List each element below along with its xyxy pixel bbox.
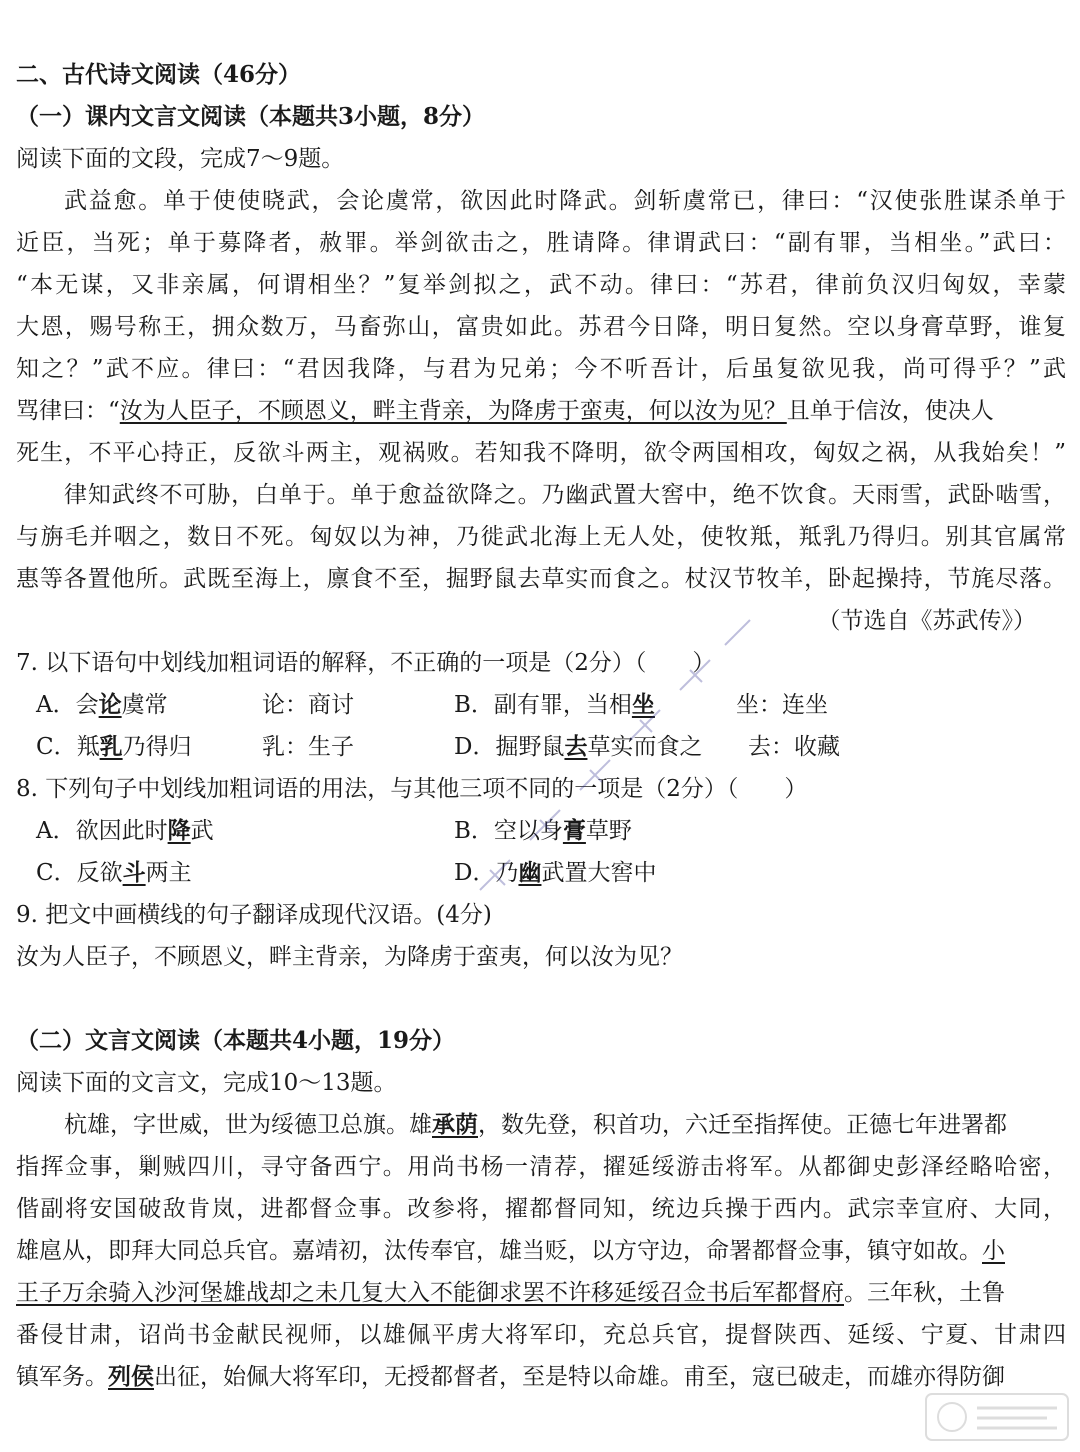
underlined-sentence: 王子万余骑入沙河堡雄战却之未几复大入不能御求罢不许移延绥召佥书后军都督府 [16, 1280, 844, 1306]
underlined-sentence: 小 [982, 1238, 1005, 1264]
q7-option-a[interactable] [36, 684, 168, 726]
option-text: 虞常 [121, 692, 168, 718]
option-text: B．副有罪，当相 [454, 692, 632, 718]
passage2-line [16, 1230, 1066, 1272]
q7-option-d[interactable] [454, 726, 702, 768]
q8-option-a[interactable] [36, 810, 214, 852]
passage-text: 且单于信汝，使决人 [786, 398, 994, 424]
option-text: 两主 [145, 860, 192, 886]
option-text: D．乃 [454, 860, 519, 886]
corner-logo-graphic [922, 1388, 1072, 1446]
option-keyword: 降 [167, 817, 191, 844]
passage-text: 出征，始佩大将军印，无授都督者，至是特以命雄。甫至，寇已破走，而雄亦得防御 [154, 1364, 1005, 1390]
option-keyword: 坐 [631, 691, 655, 718]
option-keyword: 斗 [122, 859, 146, 886]
part2-instruction: 阅读下面的文言文，完成10～13题。 [16, 1070, 397, 1096]
passage-keyword: 列侯 [108, 1363, 154, 1390]
passage-text: 骂律曰：“ [16, 398, 120, 424]
q7-option-b[interactable] [454, 684, 655, 726]
option-text: C．羝 [36, 734, 100, 760]
question-9-stem: 9. 把文中画横线的句子翻译成现代汉语。(4分) [16, 902, 492, 928]
q7-option-a-explanation: 论：商讨 [262, 692, 354, 718]
passage1-line [16, 390, 1066, 432]
passage1-line: 与旃毛并咽之，数日不死。匈奴以为神，乃徙武北海上无人处，使牧羝，羝乳乃得归。别其官属常 [16, 524, 1066, 550]
passage-text: ，数先登，积首功，六迁至指挥使。正德七年进署都 [478, 1112, 1007, 1138]
passage1-line: 死生，不平心持正，反欲斗两主，观祸败。若知我不降明，欲令两国相攻，匈奴之祸，从我始矣！” [16, 440, 1066, 466]
passage1-line: 知之？”武不应。律曰：“君因我降，与君为兄弟；今不听吾计，后虽复欲见我，尚可得乎？”武 [16, 356, 1066, 382]
option-text: 武置大窖中 [541, 860, 657, 886]
passage-keyword: 承荫 [432, 1111, 478, 1138]
question-7-stem: 7. 以下语句中划线加粗词语的解释，不正确的一项是（2分）（ ） [16, 650, 716, 676]
passage1-line: 惠等各置他所。武既至海上，廪食不至，掘野鼠去草实而食之。杖汉节牧羊，卧起操持，节旄尽落。 [16, 566, 1066, 592]
passage-text: 镇军务。 [16, 1364, 108, 1390]
q7-option-c-explanation: 乳：生子 [262, 734, 354, 760]
q8-option-d[interactable] [454, 852, 656, 894]
part1-title: （一）课内文言文阅读（本题共3小题，8分） [16, 103, 486, 130]
question-8-stem: 8. 下列句子中划线加粗词语的用法，与其他三项不同的一项是（2分）（ ） [16, 776, 808, 802]
passage1-line: 近臣，当死；单于募降者，赦罪。举剑欲击之，胜请降。律谓武曰：“副有罪，当相坐。”武曰： [16, 230, 1066, 256]
passage2-line: 指挥佥事，剿贼四川，寻守备西宁。用尚书杨一清荐，擢延绥游击将军。从都御史彭泽经略哈密， [16, 1154, 1066, 1180]
option-keyword: 去 [564, 733, 588, 760]
option-text: 草野 [585, 818, 632, 844]
option-text: A．会 [36, 692, 99, 718]
option-text: D．掘野鼠 [454, 734, 565, 760]
option-keyword: 幽 [518, 859, 542, 886]
q7-option-c[interactable] [36, 726, 192, 768]
passage-text: 。三年秋，土鲁 [844, 1280, 1005, 1306]
passage1-line: 律知武终不可胁，白单于。单于愈益欲降之。乃幽武置大窖中，绝不饮食。天雨雪，武卧啮雪， [64, 482, 1066, 508]
q7-option-b-explanation: 坐：连坐 [736, 692, 828, 718]
option-keyword: 乳 [99, 733, 123, 760]
part2-title: （二）文言文阅读（本题共4小题，19分） [16, 1027, 456, 1054]
question-9-sentence: 汝为人臣子，不顾恩义，畔主背亲，为降虏于蛮夷，何以汝为见？ [16, 944, 683, 970]
option-text: A．欲因此时 [36, 818, 168, 844]
passage1-line: 大恩，赐号称王，拥众数万，马畜弥山，富贵如此。苏君今日降，明日复然。空以身膏草野，谁复 [16, 314, 1066, 340]
option-text: 草实而食之 [587, 734, 703, 760]
underlined-sentence: 汝为人臣子，不顾恩义，畔主背亲，为降虏于蛮夷，何以汝为见？ [119, 398, 787, 424]
passage-text: 杭雄，字世威，世为绥德卫总旗。雄 [64, 1112, 432, 1138]
passage-text: 雄扈从，即拜大同总兵官。嘉靖初，汰传奉官，雄当贬，以方守边，命署都督佥事，镇守如故。 [16, 1238, 982, 1264]
q7-option-d-explanation: 去：收藏 [748, 734, 840, 760]
passage-source: （节选自《苏武传》） [817, 608, 1036, 634]
option-text: B．空以身 [454, 818, 563, 844]
q8-option-c[interactable] [36, 852, 192, 894]
passage2-line [64, 1104, 1066, 1146]
passage2-line: 偕副将安国破敌肯岚，进都督佥事。改参将，擢都督同知，统边兵操于西内。武宗幸宣府、大同， [16, 1196, 1066, 1222]
section-title: 二、古代诗文阅读（46分） [16, 61, 302, 88]
part1-instruction: 阅读下面的文段，完成7～9题。 [16, 146, 345, 172]
option-keyword: 论 [98, 691, 122, 718]
q8-option-b[interactable] [454, 810, 632, 852]
passage1-line: 武益愈。单于使使晓武，会论虞常，欲因此时降武。剑斩虞常已，律曰：“汉使张胜谋杀单于 [64, 188, 1066, 214]
option-text: 武 [190, 818, 214, 844]
passage2-line [16, 1356, 1066, 1398]
option-text: 乃得归 [122, 734, 192, 760]
passage2-line: 番侵甘肃，诏尚书金献民视师，以雄佩平虏大将军印，充总兵官，提督陕西、延绥、宁夏、甘肃四 [16, 1322, 1066, 1348]
passage2-line [16, 1272, 1066, 1314]
option-keyword: 膏 [562, 817, 586, 844]
option-text: C．反欲 [36, 860, 123, 886]
passage1-line: “本无谋，又非亲属，何谓相坐？”复举剑拟之，武不动。律曰：“苏君，律前负汉归匈奴，幸蒙 [16, 272, 1066, 298]
